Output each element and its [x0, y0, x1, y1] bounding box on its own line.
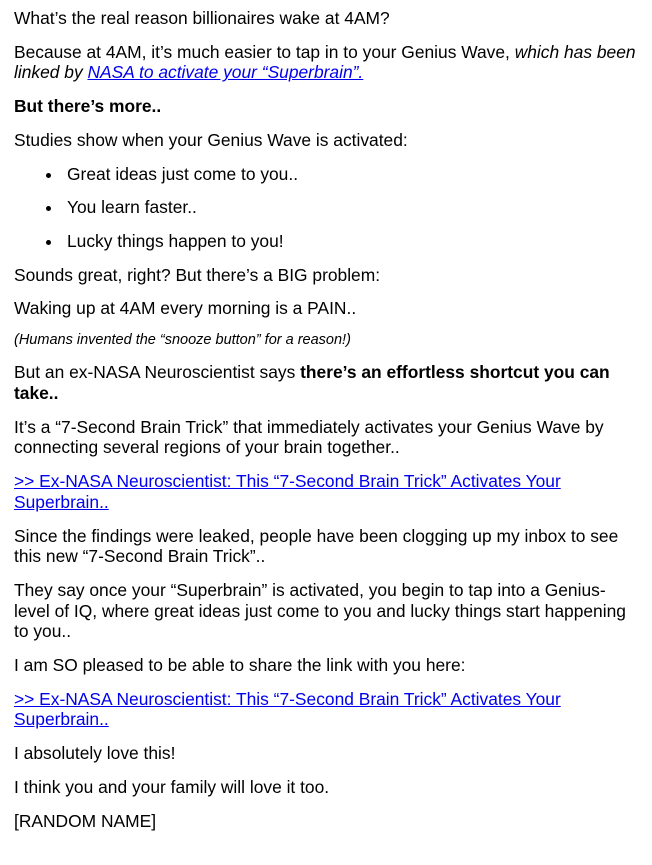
brain-trick-link-1[interactable]: >> Ex-NASA Neuroscientist: This “7-Second Brain Trick” Activates Your Superbrain.. [14, 471, 561, 512]
paragraph-cta-link-1 [14, 471, 638, 512]
paragraph-leaked: Since the findings were leaked, people have been clogging up my inbox to see this new “7-Second Brain Trick”.. [14, 525, 619, 567]
paragraph-genius-wave [14, 42, 638, 83]
paragraph-snooze-aside: (Humans invented the “snooze button” for a reason!) [14, 332, 351, 349]
paragraph-pleased: I am SO pleased to be able to share the link with you here: [14, 655, 466, 676]
text-run: But an ex-NASA Neuroscientist says [14, 362, 301, 383]
paragraph-brain-trick: It’s a “7-Second Brain Trick” that immediately activates your Genius Wave by connecting several regions of your brain together.. [14, 416, 604, 458]
list-item-lucky-things: • Lucky things happen to you! [63, 231, 638, 252]
nasa-superbrain-link[interactable]: NASA to activate your “Superbrain”. [87, 62, 364, 83]
brain-trick-link-2[interactable]: >> Ex-NASA Neuroscientist: This “7-Second Brain Trick” Activates Your Superbrain.. [14, 688, 561, 730]
paragraph-they-say: They say once your “Superbrain” is activated, you begin to tap into a Genius-level of IQ, where great ideas just come to you and lucky things start happening to you.. [14, 579, 626, 642]
benefits-list [14, 164, 638, 252]
paragraph-waking-pain: Waking up at 4AM every morning is a PAIN.. [14, 298, 357, 319]
list-item-learn-faster: • You learn faster.. [63, 197, 638, 218]
paragraph-love-this: I absolutely love this! [14, 743, 176, 764]
paragraph-family: I think you and your family will love it too. [14, 776, 330, 797]
text-run: Because at 4AM, it’s much easier to tap in to your Genius Wave, [14, 41, 515, 62]
paragraph-shortcut [14, 362, 638, 403]
text-run-bold: there’s an effortless shortcut you can take.. [14, 362, 610, 403]
paragraph-studies: Studies show when your Genius Wave is activated: [14, 129, 408, 150]
paragraph-theres-more: But there’s more.. [14, 96, 162, 117]
paragraph-signature: [RANDOM NAME] [14, 810, 157, 831]
paragraph-sounds-great: Sounds great, right? But there’s a BIG problem: [14, 264, 381, 285]
text-run-italic: which has been linked by [14, 41, 636, 83]
paragraph-cta-link-2 [14, 689, 638, 730]
paragraph-hook: What’s the real reason billionaires wake at 4AM? [14, 8, 390, 28]
list-item-great-ideas: • Great ideas just come to you.. [63, 164, 638, 185]
